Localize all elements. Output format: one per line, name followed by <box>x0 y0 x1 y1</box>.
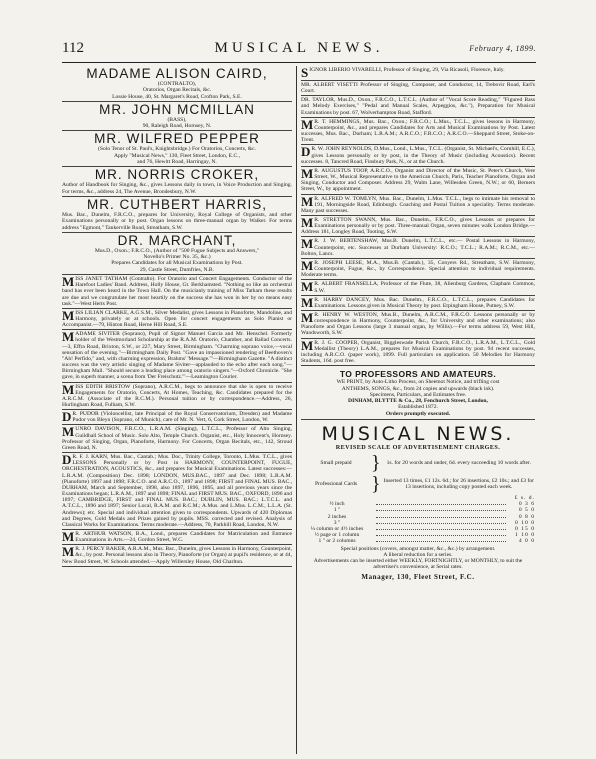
rate-size: ½ page or 1 column <box>314 532 360 539</box>
page-header <box>62 40 536 60</box>
name-card <box>62 102 292 132</box>
card-line: 29, Castle Street, Dumfries, N.B. <box>139 266 215 273</box>
card-name: DR. MARCHANT, <box>117 232 237 248</box>
column-divider <box>296 66 297 754</box>
drop-cap: M <box>62 545 75 560</box>
brace-icon: } <box>371 473 381 496</box>
advertisement-text: R. ARTHUR WATSON, B.A., Lond., prepares Candidates for Matriculation and Entrance Examinations in Arts.—24, Gordon Street, W.C. <box>75 530 292 544</box>
rate-dots <box>376 507 506 511</box>
advertisement <box>62 545 292 566</box>
rates-note-3: Advertisements can be inserted either WEEKLY, FORTNIGHTLY, or MONTHLY, to suit the advertiser's convenience, at Serial rates. <box>313 557 523 571</box>
advertisement-text: R. ALBERT FRANSELLA, Professor of the Flute, 38, Alienburg Gardens, Clapham Common, S.W. <box>314 281 535 294</box>
advertisement-text: R. ALFRED W. TOMLYN, Mus. Bac., Dunelm, L.Mus. T.C.L., begs to intimate his removal to 191, Morningside Road, Edinburgh. Coaching and Postal Tuition a speciality. Terms moderate. Many past successes. <box>301 195 535 214</box>
professional-cards-text: Inserted 13 times, £1 12s. 6d.; for 26 insertions, £2 10s.; and £3 for 13 insertions, including copy posted each week. <box>383 477 534 491</box>
rate-amount: 1 10 0 <box>515 532 535 539</box>
drop-cap: M <box>301 117 314 132</box>
professional-cards-label: Professional Cards <box>314 480 358 487</box>
advertisement <box>301 311 535 339</box>
drop-cap: M <box>301 166 314 181</box>
name-cards <box>62 66 292 275</box>
rates-table <box>301 453 535 545</box>
rate-amount: 0 3 6 <box>518 501 535 508</box>
name-card <box>62 233 292 275</box>
card-name: MADAME ALISON CAIRD, <box>86 66 268 81</box>
drop-cap: M <box>301 237 314 252</box>
rate-dots <box>376 520 506 524</box>
advertisement <box>301 259 535 280</box>
professors-title: TO PROFESSORS AND AMATEURS. <box>339 369 497 380</box>
rate-dots <box>376 532 506 536</box>
drop-cap: M <box>62 382 75 397</box>
advertisement-text: ADAME SIVITER (Soprano), Pupil of Signor Manuel Garcia and Mr. Henschel. Formerly holder of the Westmorland Scholarship at the R.A.M. Oratorio, Chamber, and Ballad Concerts.—3, Effra Road, Brixton, S.W., or 227, Mary Street, Birmingham. "Charming soprano voice,—vocal sensation of the evening."—Birmingham Daily Post. "Gave an impassioned rendering of Beethoven's "Ah! Perfido," and, with charming expression, Brahms' 'Message.'"—Birmingham Gazette. "A distinct success was the very artistic singing of Madame Siviter—applauded to the echo after each song."—Birmingham Mail. "Should secure a leading place among oratorio singers."—Oxford Chronicle. "She gave, in superb manner, a scena from 'Der Freischutz.'"—Leamington Courier. <box>62 331 292 381</box>
page-number: 112 <box>62 40 84 56</box>
drop-cap: M <box>301 258 314 273</box>
card-line: 90, Raleigh Road, Hornsey, N. <box>142 123 212 130</box>
rates-note-2: A liberal reduction for a series. <box>383 551 453 558</box>
advertisement <box>301 195 535 216</box>
drop-cap: M <box>62 529 75 544</box>
advertisement-text: ISS LILIAN CLARKE, A.G.S.M., Silver Medalist, gives Lessons in Pianoforte, Mandoline, and Harmony, privately or at schools. Open for concert engagements as Solo Pianist or Accompanist.—79, Hinton Road, Herne Hill Road, S.E. <box>62 309 292 329</box>
advertisement-text: R. T. HEMMINGS, Mus. Bac., Oxon.; F.R.C.O.; L.Mus., T.C.L., gives lessons in Harmony, Counterpoint, &c., and prepares Candidates for Arts and Musical Examinations by Post. Latest successes, Mus. Bac., Durham; L.R.A.M.; A.R.C.O.; F.R.C.O.; A.R.C.O.—Sheppard Street, Stoke-on-Trent. <box>301 118 535 144</box>
name-card <box>62 167 292 197</box>
rates-masthead: MUSICAL NEWS. <box>321 423 515 446</box>
right-column <box>301 66 535 754</box>
rate-size: ½ inch <box>329 501 345 508</box>
drop-cap: M <box>301 280 314 295</box>
professors-line-2: ANTHEMS, SONGS, &c., from 24 copies and upwards (black ink). <box>341 385 495 392</box>
rates-subtitle: REVISED SCALE OF ADVERTISEMENT CHARGES. <box>335 444 501 452</box>
drop-cap: D <box>62 410 72 425</box>
card-name: MR. JOHN MCMILLAN <box>99 101 255 117</box>
card-line: Mus.D., Oxon.; F.R.C.O., (Author of "500 Fugue Subjects and Answers," <box>94 247 260 254</box>
advertisement-text: DR. TAYLOR, Mus.D., Oxon., F.R.C.O., L.T.C.L. (Author of "Vocal Score Reading," "Figured Bass and Melody Exercises," "Pedal and Manual Scales, Arpeggios, &c."), Preparation for Musical Examinations by post. 67, Wolverhampton Road, Stafford. <box>301 97 535 116</box>
drop-cap: M <box>62 330 75 345</box>
name-card <box>62 197 292 233</box>
advertisement <box>62 383 292 411</box>
professors-line-1: WE PRINT, by Auto-Litho Process, on Sheetnot Notice, and trifling cost <box>336 379 500 386</box>
rate-amount: 0 5 0 <box>518 507 535 514</box>
name-card <box>62 66 292 102</box>
advertisement <box>301 280 535 295</box>
card-line: and 76, Hewitt Road, Harringay, N. <box>137 159 217 166</box>
advertisement <box>62 410 292 425</box>
card-line: Prepares Candidates for all Musical Examinations by Post. <box>111 260 243 267</box>
rate-rows <box>301 501 535 544</box>
rate-size: 1 " <box>333 507 341 514</box>
advertisement <box>301 96 535 117</box>
advertisement <box>301 296 535 311</box>
card-line: Author of Handbook for Singing, &c., gives Lessons daily in town, in Voice Production and Singing. For terms, &c., address 24, The Avenue, Brondesbury, N.W. <box>62 182 292 195</box>
rate-amount: 4 0 0 <box>518 538 535 545</box>
drop-cap: M <box>301 295 314 310</box>
rates-notes <box>301 545 535 572</box>
advertisement-text: R. STRETTON SWANN, Mus. Bac., Dunelm., F.R.C.O., gives Lessons or prepares for Examinations personally or by post. Three-manual Organ, seven minutes walk London Bridge.—Address 181, Longley Road, Tooting, S.W. <box>301 216 535 236</box>
professional-cards-row <box>301 474 535 494</box>
advertisement <box>62 275 292 309</box>
advertisement-text: R. AUGUSTUS TOOP, A.R.C.O., Organist and Director of the Music, St. Peter's Church, Vere Street, W., Musical Representative to the American Church, Paris, Teacher Pianoforte, Organ and Singing, Conductor and Composer. Address 29, Walm Lane, Willesden Green, N.W.; or 60, Berners Street, W., by appointment. <box>301 167 535 193</box>
drop-cap: M <box>301 338 314 353</box>
advertisement-rates <box>301 420 535 581</box>
advertisement <box>62 425 292 453</box>
rate-amount: 0 10 0 <box>515 519 535 526</box>
small-prepaid-label: Small prepaid <box>320 459 352 466</box>
card-line: Oratorios, Organ Recitals, &c. <box>142 87 212 94</box>
card-name: MR. NORRIS CROKER, <box>94 167 260 183</box>
drop-cap: M <box>62 275 75 290</box>
drop-cap: M <box>62 425 75 440</box>
rate-amount: 0 15 0 <box>515 526 535 533</box>
advertisement-text: R. HARRY DANCEY, Mus. Bac. Dunelm., F.R.C.O., L.T.C.L., prepares Candidates for Examinations. Lessons given in Musical Theory by post. Erpingham House, Putney, S.W. <box>314 296 535 309</box>
page-title: MUSICAL NEWS. <box>214 40 384 56</box>
advertisement <box>301 81 535 96</box>
advertisement-text: ISS JANET TATHAM (Contralto). For Oratorio and Concert Engagements. Conductor of the Harefoot Ladies' Band. Address, Holly House, Gt. Berkhamsted. "Nothing so like an orchestral band has ever been heard in the Town Hall. On the musicianly training of Miss Tatham these results are due and we congratulate her most heartily on the success she has won in her by no means easy task."—West Herts Post. <box>62 276 292 307</box>
drop-cap: M <box>301 311 314 325</box>
left-column <box>62 66 292 754</box>
rate-dots <box>376 501 506 505</box>
drop-cap: M <box>301 194 314 209</box>
professors-notice <box>301 366 535 420</box>
advertisement <box>301 145 535 166</box>
card-line: Novello's Primer No. 35, &c.) <box>143 254 211 261</box>
rate-row <box>301 538 535 544</box>
advertisement-text: R. W. JOHN REYNOLDS, D.Mus., Lond., L.Mus., T.C.L. (Organist, St. Michael's, Cornhill, E.C.), gives Lessons personally or by post, in the Theory of Music (including Acoustics). Recent successes. 8, Tancred Road, Finsbury Park, N., or at the Church. <box>301 146 535 165</box>
header-rule <box>62 62 536 63</box>
advertisement <box>301 237 535 258</box>
left-advertisements <box>62 275 292 567</box>
page-date: February 4, 1899. <box>469 44 536 53</box>
rate-size: 1 " or 2 columns <box>318 538 356 545</box>
advertisement-text: IGNOR LIBERIO VIVARELLI, Professor of Singing, 29, Via Ricasoli, Florence, Italy. <box>309 67 505 73</box>
rate-size: 2 inches <box>327 513 347 520</box>
professors-line-3: Specimens, Particulars, and Estimates free. <box>369 391 467 398</box>
name-card <box>62 131 292 167</box>
card-name: MR. CUTHBERT HARRIS, <box>86 196 268 212</box>
advertisement-text: ISS EDITH BRISTOW (Soprano), A.R.C.M., begs to announce that she is open to receive Engagements for Oratorio, Concerts, At Homes, Teaching, &c. Candidates prepared for the A.R.C.M. (Associate of the R.C.M.). Personal tuition or by correspondence.—Address, 26, Hurlingham Road, Fulham, S.W. <box>62 383 292 409</box>
drop-cap: D <box>62 453 72 468</box>
advertisement <box>62 453 292 530</box>
advertisement <box>62 530 292 545</box>
advertisement <box>62 309 292 330</box>
rates-note-1: Special positions (covers, amongst matter, &c., &c.) by arrangement. <box>340 545 496 552</box>
rate-amount: 0 8 0 <box>518 513 535 520</box>
small-prepaid-text: 1s. for 20 words and under, 6d. every succeeding 10 words after. <box>386 459 531 466</box>
card-line: Mus. Bac., Dunelm, F.R.C.O., prepares for University, Royal College of Organists, and other Examinations personally or by post. Organ lessons on three-manual organ by Walker. For terms address "Egmont," Tankerville Road, Streatham, S.W. <box>62 211 292 231</box>
advertisement-text: R. J. PERCY BAKER, A.R.A.M., Mus. Bac., Dunelm, gives Lessons in Harmony, Counterpoint, &c., by post. Personal lessons also in Theory, Pianoforte (or Organ) at pupil's residence, or at 44, New Bond Street, W. Schools attended.—Apply Willersley House, Old Charlton. <box>62 546 292 565</box>
rate-dots <box>376 514 506 518</box>
drop-cap: M <box>301 215 314 230</box>
advertisement <box>62 330 292 382</box>
professors-tagline: Orders promptly executed. <box>385 410 451 417</box>
advertisement <box>301 66 535 81</box>
advertisement <box>301 339 535 367</box>
rate-size: 3 " <box>333 519 341 526</box>
card-line: (Solo Tenor of St. Paul's, Knightsbridge.) For Oratorios, Concerts, &c. <box>98 146 256 153</box>
advertisement-text: UNRO DAVISON, F.R.C.O., L.R.A.M. (Singing), L.T.C.L., Professor of Alto Singing, Guildhall School of Music. Solo Alto, Temple Church. Organist, etc., Holy Innocent's, Hornsey. Professor of Singing, Organ, Pianoforte, Harmony. For Concerts, Organ Recitals, etc., 142, Stroud Green Road, N. <box>62 426 292 451</box>
professors-established: Established 1872. <box>398 404 438 411</box>
drop-cap: M <box>62 308 75 323</box>
brace-icon: } <box>371 452 381 475</box>
rate-size: ¼ column or 4½ inches <box>310 526 364 533</box>
professors-firm: DINHAM, BLYTTE & Co., 28, Fenchurch Street, London, <box>348 398 488 405</box>
card-name: MR. WILFRED PEPPER <box>94 131 260 147</box>
rates-manager: Manager, 130, Fleet Street, F.C. <box>361 573 475 582</box>
card-line: Apply "Musical News," 130, Fleet Street, London, E.C., <box>113 152 241 159</box>
card-line: (BASS), <box>167 116 187 123</box>
advertisement-text: R. F. J. KARN, Mus. Bac., Cantab.; Mus. Doc., Trinity College, Toronto, L.Mus. T.C.L., gives LESSONS Personally or by Post in HARMONY, COUNTERPOINT, FUGUE, ORCHESTRATION, ACOUSTICS, &c., and prepares for Musical Examinations. Latest successes:—L.R.A.M. (Composition) Dec. 1898; LONDON, MUS.BAC., 1897 and Dec. 1898; L.R.A.M. (Pianoforte) 1897 and 1898; F.R.C.O. and A.R.C.O., 1897 and 1898; FIRST and FINAL MUS. BAC., DURHAM, March and September, 1898, also 1897, 1896, 1895, and all previous years since the Examinations began; L.R.A.M., 1897 and 1898; FINAL and FIRST MUS. BAC., OXFORD, 1896 and 1897; CAMBRIDGE, FIRST and FINAL MUS. BAC.; DUBLIN, MUS. BAC.; L.T.C.L. and A.T.C.L., 1896 and 1897; Senior Local, R.A.M. and R.C.M.; A.Mus. and L.Mus. L.C.M., L.L.A. (St. Andrews); etc. Special and individual attention given to correspondents. Upwards of 420 Diplomas and Degrees, Gold Medals and Prizes gained by pupils. MSS. corrected and revised. Analysis of Classical Works for Examinations. Terms moderate.—Address, 70, Parkhill Road, London, N.W. <box>62 454 292 528</box>
drop-cap: D <box>301 145 311 160</box>
advertisement-text: R. PUDOR (Violoncellist, late Principal of the Royal Conservatorium, Dresden) and Madame Pudor von Bleyn (Soprano, of Munich), care of Mr. N. Vert, 6, Cork Street, London, W. <box>72 411 292 424</box>
rate-dots <box>376 538 506 542</box>
advertisement <box>301 216 535 237</box>
money-header: £ s. d. <box>514 495 535 502</box>
advertisement-text: MR. ALBERT VISETTI Professor of Singing, Composer, and Conductor, 14, Trebovir Road, Earl's Court. <box>301 82 535 95</box>
rate-dots <box>376 526 506 530</box>
advertisement-text: R. J. W. BERTENSHAW, Mus.B. Dunelm, L.T.C.L., etc.— Postal Lessons in Harmony, Counterpoint, etc. Successes at Durham University: R.C.O.; T.C.L.; R.A.M.; R.C.M., etc.—Bolton, Lancs. <box>301 238 535 257</box>
advertisement <box>301 167 535 195</box>
advertisement-text: R. JOSEPH LEESE, M.A., Mus.B. (Cantab.), 35, Conyers Rd., Streatham, S.W. Harmony, Counterpoint, Fugue, &c., by Correspondence. Special attention to individual requirements. Moderate terms. <box>301 259 535 279</box>
advertisement-text: R. J. G. COOPER, Organist, Biggleswade Parish Church, F.R.C.O., L.R.A.M., L.T.C.L., Gold Medallist (Theory) L.A.M., prepares for Musical Examinations by post. 94 recent successes, including A.R.C.O. (paper work), 1899. Full particulars on application. 50 Melodies for Harmony Students, 16d. post free. <box>301 339 535 365</box>
advertisement <box>301 118 535 146</box>
small-prepaid-row <box>301 453 535 473</box>
card-line: Lossie House, 40, St. Margaret's Road, Crofton Park, S.E. <box>112 93 242 100</box>
right-advertisements <box>301 66 535 366</box>
advertisement-text: R. HENRY W. WESTON, Mus.B., Dunelm, A.R.C.M., F.R.C.O. Lessons personally or by correspondence in Harmony, Counterpoint, &c., for University and other examinations; also Pianoforte and Organ Lessons (large 3 manual organ, by Willis).—For terms address 59, West Hill, Wandsworth, S.W. <box>301 312 535 337</box>
card-line: (CONTRALTO), <box>157 81 197 87</box>
drop-cap: S <box>301 66 309 80</box>
